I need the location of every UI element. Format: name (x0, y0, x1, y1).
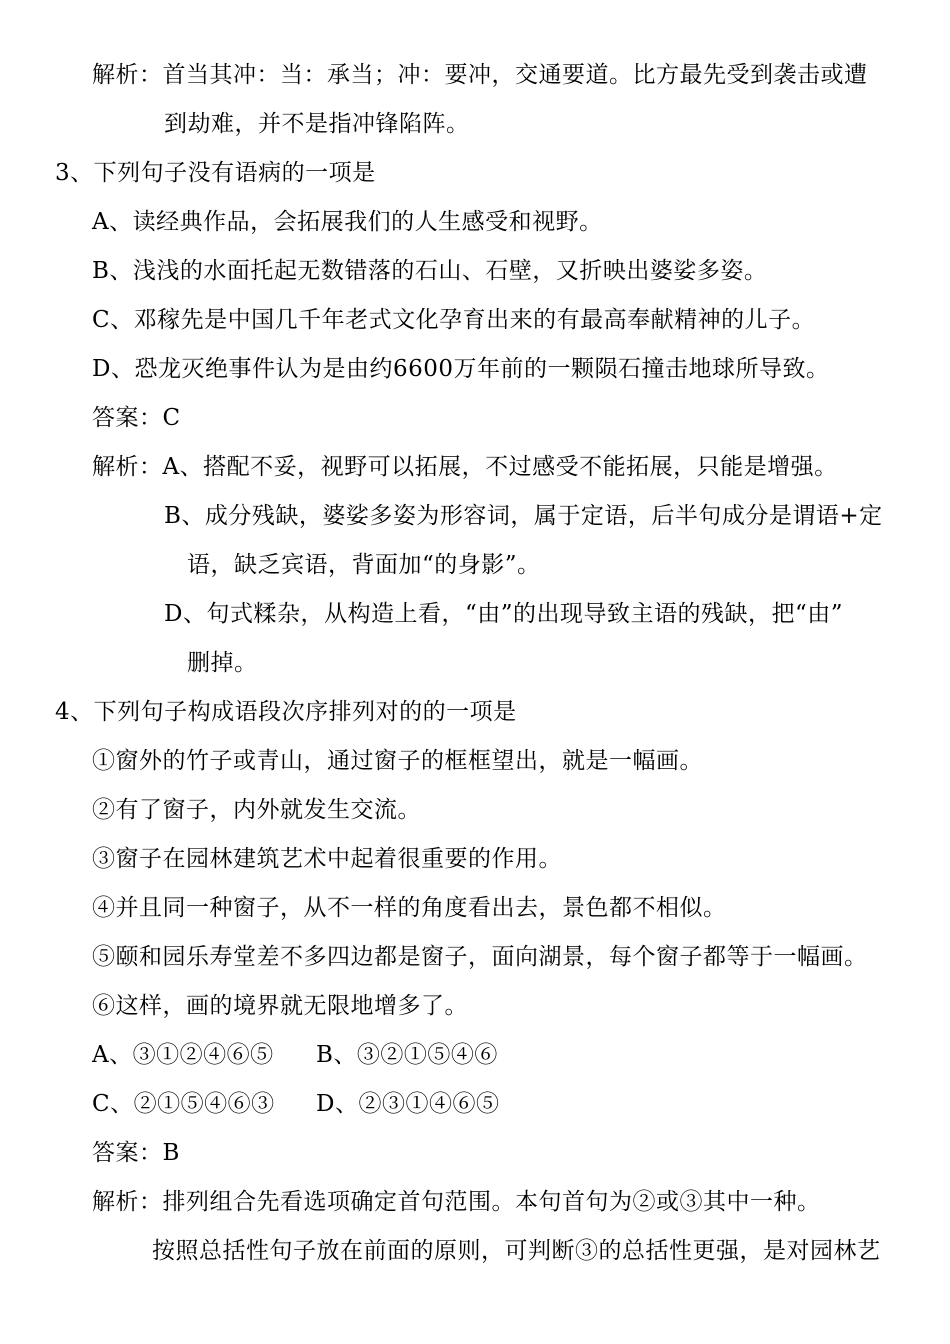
q4-stem: 4、下列句子构成语段次序排列对的的一项是 (55, 699, 517, 725)
q3-option-a: A、读经典作品，会拓展我们的人生感受和视野。 (92, 209, 603, 235)
q4-sentence-5: ⑤颐和园乐寿堂差不多四边都是窗子，面向湖景，每个窗子都等于一幅画。 (92, 944, 868, 970)
q4-option-a: A、③①②④⑥⑤ (92, 1042, 274, 1068)
q3-analysis-b-cont: 语，缺乏宾语，背面加“的身影”。 (187, 552, 541, 578)
q4-sentence-1: ①窗外的竹子或青山，通过窗子的框框望出，就是一幅画。 (92, 748, 703, 774)
q4-option-c: C、②①⑤④⑥③ (92, 1091, 275, 1117)
q3-answer: 答案：C (92, 405, 181, 431)
q3-analysis-b: B、成分残缺，婆娑多姿为形容词，属于定语，后半句成分是谓语+定 (164, 503, 883, 529)
q4-sentence-3: ③窗子在园林建筑艺术中起着很重要的作用。 (92, 846, 562, 872)
q4-option-d: D、②③①④⑥⑤ (316, 1091, 500, 1117)
q4-option-b: B、③②①⑤④⑥ (316, 1042, 498, 1068)
q4-sentence-6: ⑥这样，画的境界就无限地增多了。 (92, 993, 468, 1019)
q3-analysis-a: 解析：A、搭配不妥，视野可以拓展，不过感受不能拓展，只能是增强。 (92, 454, 838, 480)
q3-analysis-d: D、句式糅杂，从构造上看，“由”的出现导致主语的残缺，把“由” (164, 601, 843, 627)
q3-analysis-d-cont: 删掉。 (187, 650, 258, 676)
q2-analysis-line-2: 到劫难，并不是指冲锋陷阵。 (164, 111, 470, 137)
q3-stem: 3、下列句子没有语病的一项是 (55, 160, 376, 186)
q4-sentence-2: ②有了窗子，内外就发生交流。 (92, 797, 421, 823)
q4-analysis-1: 解析：排列组合先看选项确定首句范围。本句首句为②或③其中一种。 (92, 1189, 821, 1215)
q3-option-d: D、恐龙灭绝事件认为是由约6600万年前的一颗陨石撞击地球所导致。 (92, 356, 830, 382)
q2-analysis-line-1: 解析：首当其冲：当：承当；冲：要冲，交通要道。比方最先受到袭击或遭 (92, 62, 868, 88)
q4-answer: 答案：B (92, 1140, 180, 1166)
q3-option-b: B、浅浅的水面托起无数错落的石山、石壁，又折映出婆娑多姿。 (92, 258, 768, 284)
q4-analysis-2: 按照总括性句子放在前面的原则，可判断③的总括性更强，是对园林艺 (152, 1238, 881, 1264)
q4-sentence-4: ④并且同一种窗子，从不一样的角度看出去，景色都不相似。 (92, 895, 727, 921)
q3-option-c: C、邓稼先是中国几千年老式文化孕育出来的有最高奉献精神的儿子。 (92, 307, 816, 333)
